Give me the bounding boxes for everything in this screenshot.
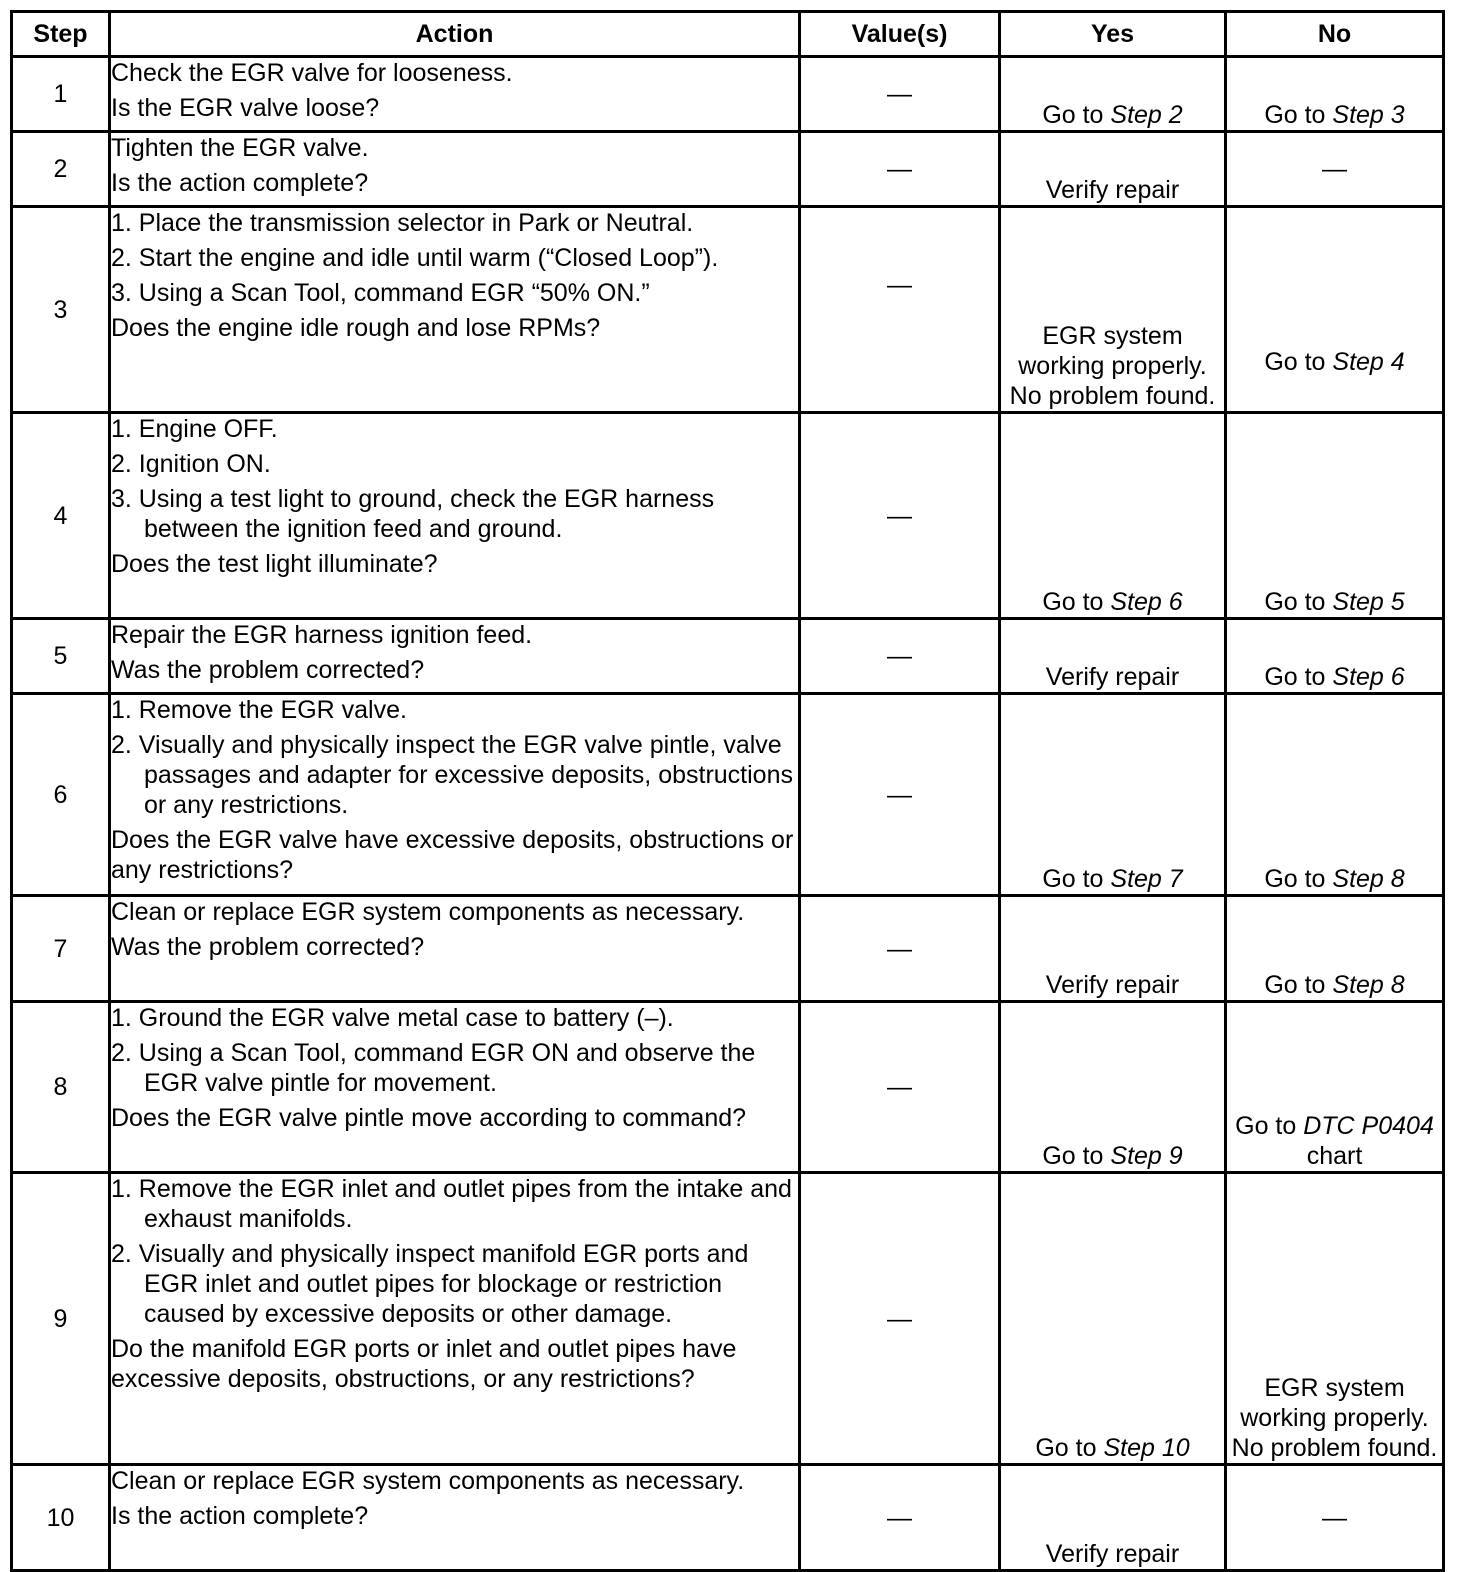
no-cell (1226, 694, 1444, 896)
no-step-link: Step 8 (1332, 865, 1405, 893)
no-dtc-link: DTC P0404 (1303, 1112, 1434, 1140)
action-item: 1. Remove the EGR valve. (111, 696, 407, 724)
table-row (12, 1465, 1444, 1571)
action-question: Is the action complete? (111, 1502, 369, 1530)
value-dash: — (887, 934, 912, 963)
action-question: Is the EGR valve loose? (111, 94, 380, 122)
yes-cell (1000, 694, 1226, 896)
action-cell (110, 1002, 800, 1173)
action-question: Does the test light illuminate? (111, 550, 438, 578)
step-number: 10 (12, 1465, 110, 1571)
action-text: Repair the EGR harness ignition feed. (111, 621, 533, 649)
header-row (12, 12, 1444, 57)
value-dash: — (887, 1304, 912, 1333)
no-cell (1226, 207, 1444, 413)
value-cell (800, 896, 1000, 1002)
action-item: 1. Engine OFF. (111, 415, 278, 443)
action-text: Clean or replace EGR system components as necessary. (111, 898, 745, 926)
yes-prefix: Go to (1042, 588, 1111, 616)
value-dash: — (887, 501, 912, 530)
step-number: 3 (12, 207, 110, 413)
step-number: 4 (12, 413, 110, 619)
no-step-link: Step 6 (1332, 663, 1405, 691)
header-yes: Yes (1000, 12, 1226, 57)
table-row (12, 413, 1444, 619)
no-step-link: Step 3 (1332, 101, 1405, 129)
action-cell (110, 619, 800, 694)
table-row (12, 694, 1444, 896)
value-dash: — (887, 642, 912, 670)
yes-text: Verify repair (1045, 176, 1180, 204)
action-cell (110, 1465, 800, 1571)
no-suffix: chart (1306, 1142, 1363, 1170)
no-cell (1226, 413, 1444, 619)
no-step-link: Step 8 (1332, 971, 1405, 999)
value-dash: — (887, 780, 912, 809)
step-number: 2 (12, 132, 110, 207)
yes-step-link: Step 10 (1103, 1434, 1190, 1462)
header-values: Value(s) (800, 12, 1000, 57)
action-item: 2. Start the engine and idle until warm (“Closed Loop”). (111, 244, 719, 272)
yes-cell (1000, 1465, 1226, 1571)
value-dash: — (887, 1073, 912, 1101)
value-cell (800, 1465, 1000, 1571)
header-action: Action (110, 12, 800, 57)
value-cell (800, 207, 1000, 413)
yes-cell (1000, 896, 1226, 1002)
yes-prefix: Go to (1035, 1434, 1104, 1462)
action-cell (110, 1173, 800, 1465)
no-dash: — (1322, 155, 1347, 183)
step-number: 5 (12, 619, 110, 694)
no-cell (1226, 132, 1444, 207)
yes-step-link: Step 6 (1110, 588, 1183, 616)
table-row (12, 619, 1444, 694)
yes-cell (1000, 1002, 1226, 1173)
action-question: Does the EGR valve have excessive deposits, obstructions or any restrictions? (111, 826, 794, 884)
table-row (12, 1173, 1444, 1465)
action-item: 1. Place the transmission selector in Park or Neutral. (111, 209, 694, 237)
yes-text: EGR system working properly. No problem found. (1009, 322, 1216, 410)
action-cell (110, 207, 800, 413)
no-prefix: Go to (1264, 865, 1333, 893)
action-item: 2. Using a Scan Tool, command EGR ON and observe the EGR valve pintle for movement. (111, 1039, 756, 1097)
table-row (12, 57, 1444, 132)
table-row (12, 207, 1444, 413)
action-question: Do the manifold EGR ports or inlet and outlet pipes have excessive deposits, obstructions, or any restrictions? (111, 1335, 737, 1393)
value-cell (800, 694, 1000, 896)
value-cell (800, 1002, 1000, 1173)
step-number: 6 (12, 694, 110, 896)
no-cell (1226, 1465, 1444, 1571)
action-question: Was the problem corrected? (111, 933, 425, 961)
no-step-link: Step 5 (1332, 588, 1405, 616)
action-text: Check the EGR valve for looseness. (111, 59, 513, 87)
action-question: Does the EGR valve pintle move according to command? (111, 1104, 747, 1132)
step-number: 8 (12, 1002, 110, 1173)
yes-text: Verify repair (1045, 971, 1180, 999)
action-item: 2. Visually and physically inspect the EGR valve pintle, valve passages and adapter for excessive deposits, obstructions or any restrictions. (111, 731, 793, 819)
yes-step-link: Step 7 (1110, 865, 1183, 893)
action-cell (110, 896, 800, 1002)
value-dash: — (887, 271, 912, 299)
egr-diagnostic-table (10, 10, 1445, 1572)
yes-cell (1000, 207, 1226, 413)
no-cell (1226, 1002, 1444, 1173)
action-item: 3. Using a Scan Tool, command EGR “50% ON.” (111, 279, 650, 307)
no-prefix: Go to (1264, 348, 1333, 376)
no-cell (1226, 619, 1444, 694)
value-dash: — (887, 1503, 912, 1532)
step-number: 9 (12, 1173, 110, 1465)
yes-cell (1000, 57, 1226, 132)
no-text: EGR system working properly. No problem found. (1231, 1374, 1438, 1462)
no-dash: — (1322, 1503, 1347, 1532)
yes-cell (1000, 413, 1226, 619)
action-cell (110, 132, 800, 207)
table-row (12, 132, 1444, 207)
yes-prefix: Go to (1042, 865, 1111, 893)
value-cell (800, 1173, 1000, 1465)
yes-cell (1000, 1173, 1226, 1465)
action-cell (110, 413, 800, 619)
no-cell (1226, 1173, 1444, 1465)
value-cell (800, 619, 1000, 694)
value-dash: — (887, 155, 912, 183)
value-cell (800, 132, 1000, 207)
yes-cell (1000, 619, 1226, 694)
diagnostic-sheet (10, 10, 1445, 1572)
action-item: 1. Ground the EGR valve metal case to battery (–). (111, 1004, 674, 1032)
no-prefix: Go to (1264, 971, 1333, 999)
no-step-link: Step 4 (1332, 348, 1405, 376)
action-item: 3. Using a test light to ground, check the EGR harness between the ignition feed and ground. (111, 485, 715, 543)
action-cell (110, 57, 800, 132)
action-text: Clean or replace EGR system components as necessary. (111, 1467, 745, 1495)
no-prefix: Go to (1235, 1112, 1304, 1140)
action-question: Is the action complete? (111, 169, 369, 197)
action-item: 2. Ignition ON. (111, 450, 271, 478)
action-question: Was the problem corrected? (111, 656, 425, 684)
table-row (12, 1002, 1444, 1173)
yes-prefix: Go to (1042, 101, 1111, 129)
yes-step-link: Step 2 (1110, 101, 1183, 129)
no-prefix: Go to (1264, 663, 1333, 691)
action-item: 1. Remove the EGR inlet and outlet pipes from the intake and exhaust manifolds. (111, 1175, 792, 1233)
yes-text: Verify repair (1045, 1540, 1180, 1568)
step-number: 1 (12, 57, 110, 132)
action-question: Does the engine idle rough and lose RPMs? (111, 314, 601, 342)
step-number: 7 (12, 896, 110, 1002)
yes-step-link: Step 9 (1110, 1142, 1183, 1170)
action-item: 2. Visually and physically inspect manifold EGR ports and EGR inlet and outlet pipes for blockage or restriction caused by excessive deposits or other damage. (111, 1240, 749, 1328)
no-cell (1226, 57, 1444, 132)
table-row (12, 896, 1444, 1002)
header-no: No (1226, 12, 1444, 57)
action-text: Tighten the EGR valve. (111, 134, 369, 162)
no-prefix: Go to (1264, 101, 1333, 129)
no-prefix: Go to (1264, 588, 1333, 616)
no-cell (1226, 896, 1444, 1002)
yes-cell (1000, 132, 1226, 207)
action-cell (110, 694, 800, 896)
yes-prefix: Go to (1042, 1142, 1111, 1170)
yes-text: Verify repair (1045, 663, 1180, 691)
value-cell (800, 413, 1000, 619)
value-dash: — (887, 80, 912, 108)
value-cell (800, 57, 1000, 132)
header-step: Step (12, 12, 110, 57)
